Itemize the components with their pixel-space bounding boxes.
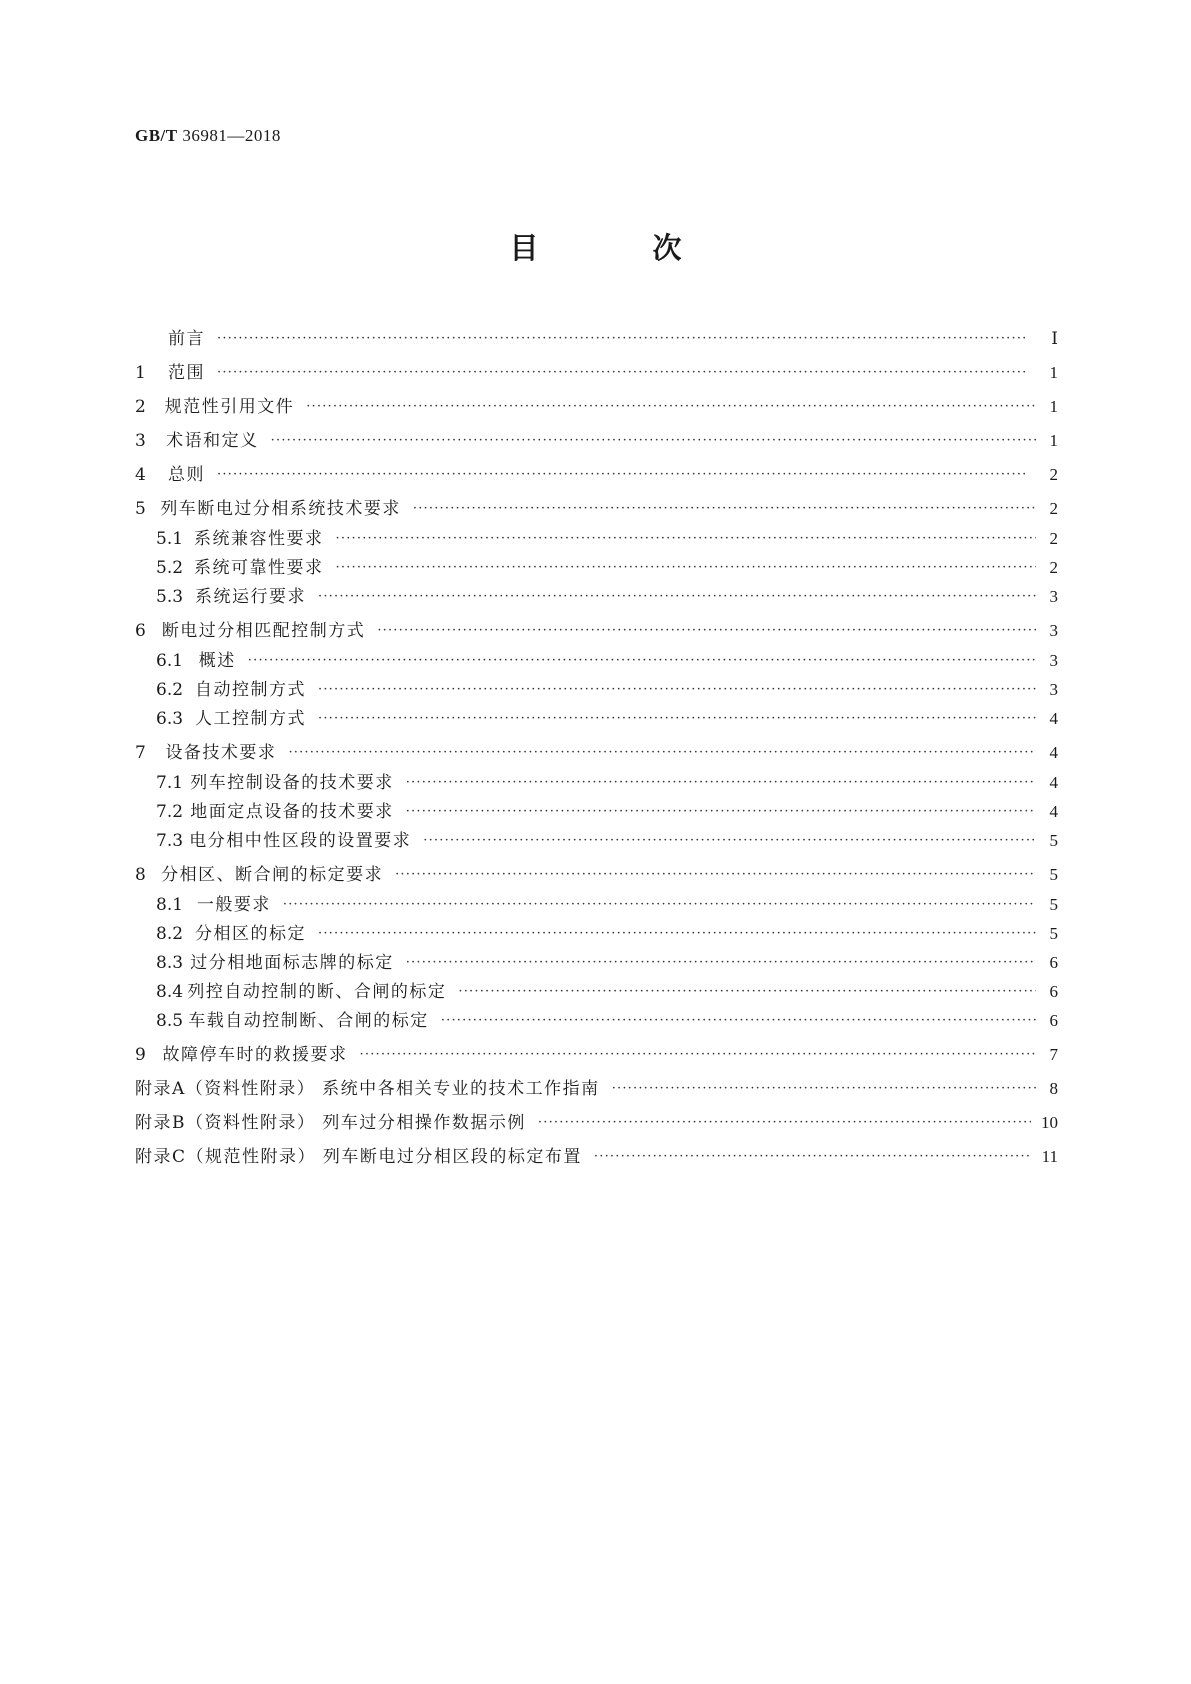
toc-dot-leader [318,677,1036,703]
toc-entry-number: 5 [135,499,146,519]
toc-entry-page-number: 5 [1049,924,1058,943]
toc-entry-page-number: 3 [1049,651,1058,670]
toc-entry-page-number: 7 [1049,1045,1058,1064]
toc-entry-page-number: 1 [1049,431,1058,450]
toc-entry-subsection[interactable] [156,1008,1058,1034]
toc-entry-page-number: 2 [1049,558,1058,577]
toc-entry-number: 6 [135,621,146,641]
page-title: 目 次 [509,231,734,265]
toc-entry-number: 6.2 [156,680,184,700]
toc-entry-appendix[interactable] [135,1076,1058,1102]
toc-entry-subsection[interactable] [156,706,1058,732]
toc-entry-label: 分相区的标定 [194,924,306,944]
toc-entry-label: 列车断电过分相系统技术要求 [160,499,401,519]
toc-dot-leader [336,555,1036,581]
toc-entry-page-number: Ⅰ [1051,329,1058,348]
standard-code-number: 36981—2018 [182,126,281,145]
toc-entry-page-number: 4 [1049,802,1058,821]
toc-dot-leader [406,799,1036,825]
toc-entry-number: 8.5 [156,1011,184,1031]
toc-entry-number: 9 [135,1045,146,1065]
toc-entry[interactable] [135,428,1058,454]
toc-entry-number: 2 [135,397,146,417]
toc-entry-number: 5.2 [156,558,184,578]
toc-dot-leader [318,584,1036,610]
toc-entry-page-number: 3 [1049,680,1058,699]
toc-entry-label: 概述 [198,651,236,671]
toc-entry-page-number: 6 [1049,1011,1058,1030]
toc-entry-subsection[interactable] [156,950,1058,976]
toc-entry-label: 断电过分相匹配控制方式 [161,621,366,641]
toc-entry-label: 系统兼容性要求 [194,529,324,549]
toc-dot-leader [458,979,1036,1005]
standard-code-prefix: GB/T [135,126,178,145]
toc-entry-page-number: 2 [1049,465,1058,484]
toc-dot-leader [217,462,1036,488]
toc-entry-number: 8.4 [156,982,184,1002]
toc-entry[interactable] [135,394,1058,420]
toc-entry-appendix[interactable] [135,1144,1058,1170]
toc-entry-label: 分相区、断合闸的标定要求 [161,865,384,885]
toc-entry[interactable] [135,740,1058,766]
toc-entry-number: 1 [135,363,146,383]
toc-entry-page-number: 1 [1049,397,1058,416]
toc-entry-number: 7.3 [156,831,184,851]
toc-dot-leader [413,496,1036,522]
toc-entry-label: 系统运行要求 [194,587,306,607]
toc-entry-label: 故障停车时的救援要求 [162,1045,348,1065]
toc-entry-subsection[interactable] [156,770,1058,796]
toc-dot-leader [248,648,1036,674]
toc-entry-page-number: 5 [1049,895,1058,914]
toc-entry-page-number: 5 [1049,865,1058,884]
toc-entry-page-number: 11 [1041,1147,1058,1166]
toc-dot-leader [441,1008,1036,1034]
toc-entry-label: 人工控制方式 [194,709,306,729]
toc-entry-number: 6.1 [156,651,184,671]
toc-dot-leader [318,706,1036,732]
toc-entry-label: 附录A（资料性附录） 系统中各相关专业的技术工作指南 [135,1079,600,1099]
toc-dot-leader [217,360,1036,386]
toc-entry-subsection[interactable] [156,921,1058,947]
toc-entry-label: 电分相中性区段的设置要求 [189,831,412,851]
toc-entry-number: 6.3 [156,709,184,729]
toc-entry-appendix[interactable] [135,1110,1058,1136]
toc-entry-number: 8 [135,865,146,885]
toc-entry-subsection[interactable] [156,979,1058,1005]
toc-entry-label: 术语和定义 [166,431,259,451]
toc-entry[interactable] [135,462,1058,488]
toc-entry-subsection[interactable] [156,648,1058,674]
toc-entry-subsection[interactable] [156,584,1058,610]
toc-entry-number: 8.1 [156,895,184,915]
toc-entry-number: 7 [135,743,146,763]
toc-entry[interactable] [135,1042,1058,1068]
toc-entry-number: 8.3 [156,953,184,973]
toc-entry-label: 总则 [168,465,205,485]
toc-entry-label: 设备技术要求 [165,743,277,763]
toc-entry-number: 5.3 [156,587,184,607]
toc-entry-label: 附录C（规范性附录） 列车断电过分相区段的标定布置 [135,1147,582,1167]
toc-entry-label: 列车控制设备的技术要求 [190,773,394,793]
toc-entry-label: 地面定点设备的技术要求 [190,802,394,822]
toc-entry-subsection[interactable] [156,555,1058,581]
toc-entry[interactable] [135,360,1058,386]
toc-dot-leader [406,770,1036,796]
toc-entry-label: 车载自动控制断、合闸的标定 [188,1011,429,1031]
toc-entry-subsection[interactable] [156,892,1058,918]
toc-entry-page-number: 5 [1049,831,1058,850]
toc-entry-label: 系统可靠性要求 [194,558,324,578]
toc-entry-number: 7.1 [156,773,184,793]
toc-entry-page-number: 4 [1049,773,1058,792]
toc-entry-page-number: 10 [1041,1113,1058,1132]
toc-dot-leader [288,740,1036,766]
toc-dot-leader [538,1110,1031,1136]
toc-dot-leader [395,862,1036,888]
toc-dot-leader [612,1076,1036,1102]
toc-entry-label: 范围 [168,363,205,383]
toc-dot-leader [318,921,1036,947]
toc-entry-subsection[interactable] [156,677,1058,703]
toc-entry-subsection[interactable] [156,828,1058,854]
toc-entry-label: 过分相地面标志牌的标定 [190,953,394,973]
toc-dot-leader [306,394,1036,420]
toc-dot-leader [217,326,1036,352]
toc-entry-label: 前言 [168,329,205,349]
toc-dot-leader [271,428,1036,454]
toc-entry-page-number: 3 [1049,621,1058,640]
toc-dot-leader [360,1042,1036,1068]
toc-dot-leader [377,618,1036,644]
toc-entry[interactable] [135,496,1058,522]
toc-entry-label: 自动控制方式 [194,680,306,700]
toc-entry-number: 4 [135,465,146,485]
standard-code [135,126,281,146]
toc-entry-label: 一般要求 [196,895,271,915]
toc-entry-subsection[interactable] [156,799,1058,825]
toc-entry-page-number: 4 [1049,743,1058,762]
toc-dot-leader [406,950,1036,976]
toc-dot-leader [336,526,1036,552]
toc-entry-label: 列控自动控制的断、合闸的标定 [187,982,447,1002]
toc-dot-leader [423,828,1036,854]
toc-entry-page-number: 2 [1049,529,1058,548]
toc-entry-page-number: 6 [1049,982,1058,1001]
toc-entry-page-number: 1 [1049,363,1058,382]
toc-entry-page-number: 2 [1049,499,1058,518]
toc-entry-page-number: 4 [1049,709,1058,728]
toc-entry-number: 8.2 [156,924,184,944]
toc-entry-page-number: 3 [1049,587,1058,606]
toc-entry-label: 规范性引用文件 [164,397,295,417]
toc-dot-leader [594,1144,1032,1170]
toc-entry-number: 3 [135,431,146,451]
toc-entry-page-number: 8 [1049,1079,1058,1098]
toc-entry[interactable] [135,326,1058,352]
toc-entry-page-number: 6 [1049,953,1058,972]
toc-entry-number: 7.2 [156,802,184,822]
toc-entry-label: 附录B（资料性附录） 列车过分相操作数据示例 [135,1113,526,1133]
toc-entry-subsection[interactable] [156,526,1058,552]
toc-dot-leader [283,892,1036,918]
toc-entry[interactable] [135,862,1058,888]
toc-entry-number: 5.1 [156,529,184,549]
toc-entry[interactable] [135,618,1058,644]
